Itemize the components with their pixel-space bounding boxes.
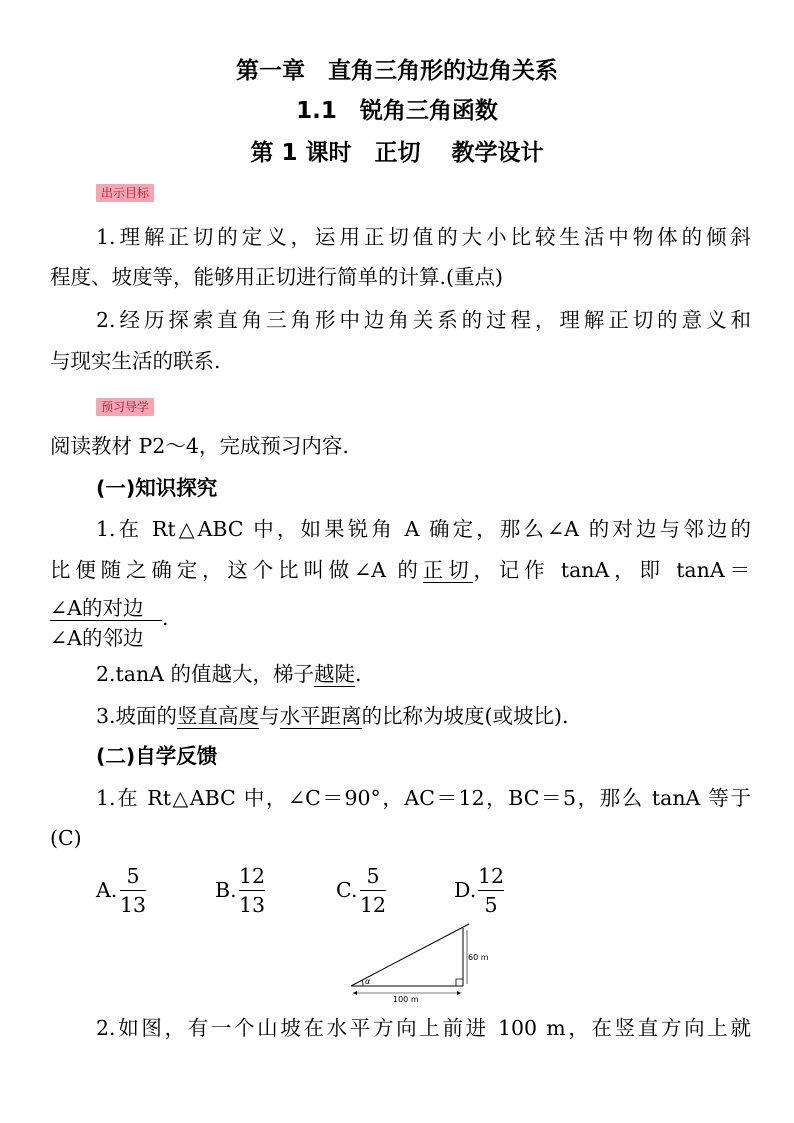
question-2-line-1: 2.如图，有一个山坡在水平方向上前进 100 m，在竖直方向上就 xyxy=(96,1016,751,1040)
option-d xyxy=(454,862,514,922)
fraction-denominator: ∠A的邻边 xyxy=(50,626,144,650)
knowledge-1-line-2 xyxy=(50,556,750,584)
option-a-denominator: 13 xyxy=(120,890,146,919)
option-d-label: D. xyxy=(454,878,477,902)
option-d-denominator: 5 xyxy=(478,890,504,919)
option-a-label: A. xyxy=(96,878,118,902)
knowledge-heading: (一)知识探究 xyxy=(96,476,218,500)
knowledge-1-text-b: ，记作 tanA，即 tanA＝ xyxy=(473,558,751,582)
question-1-line-2: (C) xyxy=(50,826,82,850)
option-a xyxy=(96,862,156,922)
option-b xyxy=(215,862,275,922)
fraction-numerator: ∠A的对边 xyxy=(50,596,144,620)
base-label: 100 m xyxy=(393,995,419,1004)
knowledge-2-text-a: 2.tanA 的值越大，梯子 xyxy=(96,662,315,686)
reading-instruction: 阅读教材 P2～4，完成预习内容. xyxy=(50,434,349,458)
knowledge-1-line-1: 1.在 Rt△ABC 中，如果锐角 A 确定，那么∠A 的对边与邻边的 xyxy=(96,517,751,541)
answer-horizontal-distance: 水平距离 xyxy=(279,704,362,728)
option-d-numerator: 12 xyxy=(478,864,505,888)
angle-label: α xyxy=(365,977,371,986)
answer-tangent: 正切 xyxy=(422,558,474,582)
goal-1-line-2: 程度、坡度等，能够用正切进行简单的计算.(重点) xyxy=(50,265,504,289)
knowledge-3-text-mid: 与 xyxy=(259,704,280,728)
answer-steeper: 越陡 xyxy=(314,662,356,686)
angle-arc xyxy=(362,980,363,986)
option-c-denominator: 12 xyxy=(360,890,386,919)
lesson-title: 第 1 课时 正切 教学设计 xyxy=(250,140,544,166)
answer-vertical-height: 竖直高度 xyxy=(177,704,260,728)
preview-tag: 预习导学 xyxy=(96,398,154,416)
goal-2-line-1: 2.经历探索直角三角形中边角关系的过程，理解正切的意义和 xyxy=(96,308,751,332)
fraction-period: . xyxy=(162,606,169,630)
knowledge-2 xyxy=(96,660,751,688)
goal-1-line-1: 1.理解正切的定义，运用正切值的大小比较生活中物体的倾斜 xyxy=(96,225,751,249)
option-c-fraction xyxy=(360,862,386,919)
option-b-numerator: 12 xyxy=(239,864,266,888)
base-arrow-right xyxy=(457,991,461,995)
question-1-line-1: 1.在 Rt△ABC 中，∠C＝90°，AC＝12，BC＝5，那么 tanA 等于 xyxy=(96,786,751,810)
option-b-fraction xyxy=(239,862,265,919)
chapter-title: 第一章 直角三角形的边角关系 xyxy=(236,58,558,84)
option-c xyxy=(336,862,396,922)
option-b-label: B. xyxy=(215,878,237,902)
goals-tag: 出示目标 xyxy=(96,184,154,202)
option-b-denominator: 13 xyxy=(239,890,265,919)
option-c-label: C. xyxy=(336,878,358,902)
knowledge-1-text-a: 比便随之确定，这个比叫做∠A 的 xyxy=(50,558,423,582)
feedback-heading: (二)自学反馈 xyxy=(96,744,218,768)
knowledge-2-text-b: . xyxy=(355,662,362,686)
option-c-numerator: 5 xyxy=(366,864,380,888)
option-a-numerator: 5 xyxy=(126,864,140,888)
option-a-fraction xyxy=(120,862,146,919)
right-angle-mark xyxy=(456,979,463,986)
knowledge-3 xyxy=(96,702,751,730)
option-d-fraction xyxy=(478,862,504,919)
goal-2-line-2: 与现实生活的联系. xyxy=(50,349,221,373)
slope-figure xyxy=(345,922,495,1004)
height-label: 60 m xyxy=(468,953,489,962)
section-title: 1.1 锐角三角函数 xyxy=(296,98,498,124)
base-arrow-left xyxy=(353,991,357,995)
knowledge-3-text-b: 的比称为坡度(或坡比). xyxy=(361,704,569,728)
knowledge-3-text-a: 3.坡面的 xyxy=(96,704,178,728)
